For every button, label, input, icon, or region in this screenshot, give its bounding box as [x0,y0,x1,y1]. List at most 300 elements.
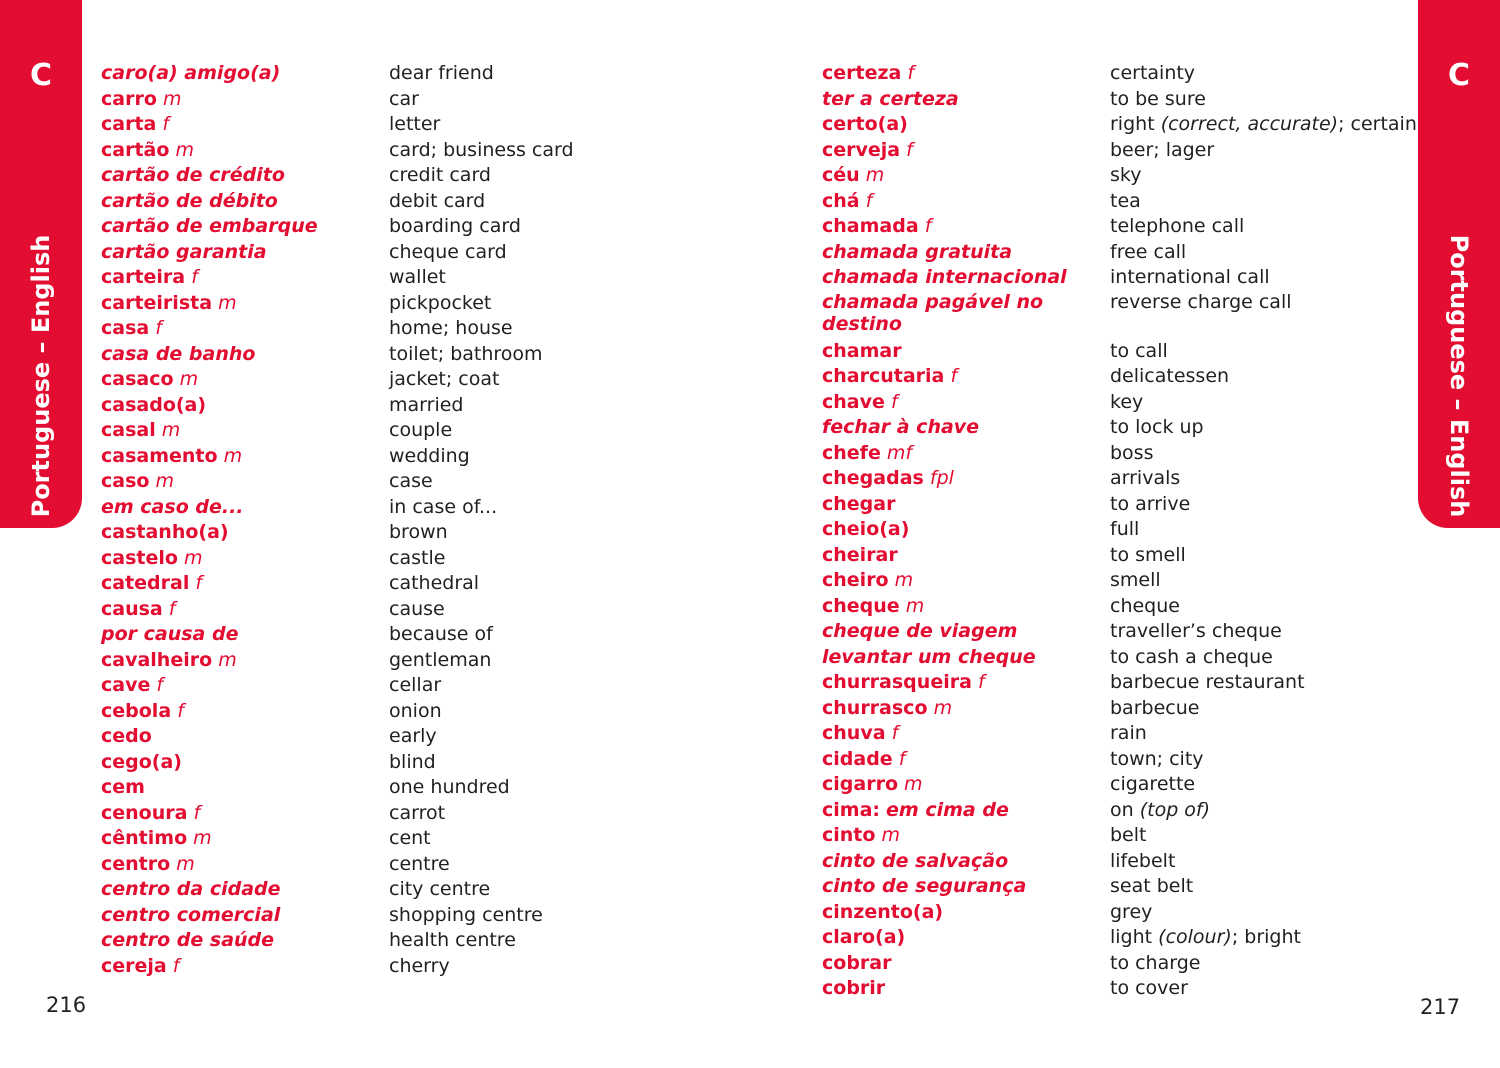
translation [389,444,689,470]
dictionary-headword [822,214,1092,240]
gender-marker: m [865,164,885,186]
translation-text: car [389,87,419,110]
section-letter: C [1447,58,1471,93]
dictionary-headword [101,775,371,801]
translation-text: boss [1110,441,1154,464]
translation-text: reverse charge call [1110,290,1292,313]
translation-text: card; business card [389,138,574,161]
translation-text: to lock up [1110,416,1204,438]
translation-text: to arrive [1110,492,1191,515]
translation [389,928,689,954]
translation [1110,265,1410,291]
dictionary-headword [822,976,1092,1002]
headword-text: levantar um cheque [822,645,1036,668]
translation-extra: ; certain [1338,113,1417,135]
translation [1110,594,1410,620]
translation-text: cherry [389,954,450,977]
translation [389,546,689,572]
headword-text: centro de saúde [101,929,275,951]
translation [389,775,689,801]
translation-text: to call [1110,339,1168,362]
translation-note: (correct, accurate) [1160,113,1339,135]
headword-phrase: em cima de [886,798,1009,821]
translation [389,673,689,699]
translation [1110,240,1410,266]
dictionary-headword [101,852,371,878]
dictionary-headword [101,61,371,87]
gender-marker: f [907,62,915,84]
dictionary-headword [101,495,371,521]
dictionary-headword [101,240,371,266]
headword-text: carro [101,87,157,110]
gender-marker: f [906,138,913,161]
gender-marker: m [905,594,925,617]
translation [389,495,689,521]
translation-text: cent [389,827,431,849]
translation [1110,619,1410,645]
headword-text: casaco [101,368,174,390]
headword-text: carteirista [101,291,213,314]
headword-text: cavalheiro [101,648,213,671]
headword-text: chá [822,189,860,212]
dictionary-headword [822,925,1092,951]
headword-text: cigarro [822,773,898,795]
translation [1110,163,1410,189]
translation-text: free call [1110,240,1187,263]
dictionary-headword [101,928,371,954]
dictionary-headword [101,520,371,546]
gender-marker: m [933,696,953,719]
translation-text: cathedral [389,572,480,594]
translation [1110,670,1410,696]
headword-text: casado(a) [101,393,207,416]
translation [389,367,689,393]
dictionary-headword [822,645,1092,671]
dictionary-headword [101,801,371,827]
translation-text: city centre [389,878,491,900]
gender-marker: m [193,827,212,849]
translation-text: cellar [389,674,442,696]
headword-text: cinzento(a) [822,900,944,923]
translation [389,469,689,495]
headword-text: certeza [822,62,902,84]
headword-text: churrasqueira [822,671,972,693]
headword-text: chamar [822,339,902,362]
translation-text: blind [389,750,436,773]
page-number-right: 217 [1420,995,1461,1019]
gender-marker: m [218,291,237,314]
translation [389,699,689,725]
dictionary-headword [101,724,371,750]
headword-text: centro da cidade [101,878,281,900]
translation [1110,61,1410,87]
headword-text: caso [101,470,150,492]
translation-text: certainty [1110,62,1196,84]
dictionary-headword [822,492,1092,518]
thumb-index-tab-right [1418,0,1500,528]
translation [1110,87,1410,113]
translation-text: one hundred [389,776,510,798]
translation [389,342,689,368]
translation [1110,390,1410,416]
headword-text: em caso de... [101,495,244,518]
headword-text: cima: [822,798,880,821]
translation [389,801,689,827]
gender-marker: m [179,368,199,390]
dictionary-headword [822,619,1092,645]
dictionary-headword [822,670,1092,696]
headword-text: cobrar [822,951,892,974]
gender-marker: m [161,419,181,441]
translation-text: traveller’s cheque [1110,620,1282,642]
headword-text: chamada gratuita [822,240,1013,263]
dictionary-headword [822,823,1092,849]
translation-text: rain [1110,722,1147,744]
dictionary-headword [101,826,371,852]
headword-text: cereja [101,954,167,977]
translation-text: to cover [1110,977,1188,999]
headword-text: por causa de [101,623,239,645]
translation [1110,747,1410,773]
translation [1110,189,1410,215]
dictionary-headword [101,214,371,240]
translation [1110,645,1410,671]
dictionary-headword [101,903,371,929]
headword-text: carteira [101,266,186,288]
translation [389,520,689,546]
headword-text: cobrir [822,977,886,999]
translation-text: brown [389,521,448,543]
dictionary-headword [822,441,1092,467]
right-headword-column [822,61,1092,1002]
dictionary-headword [101,189,371,215]
translation [389,648,689,674]
translation-text: married [389,393,464,416]
headword-text: cheirar [822,543,898,566]
page-number-left: 216 [46,993,87,1017]
dictionary-headword [822,112,1092,138]
translation-text: carrot [389,801,446,824]
translation-text: couple [389,419,453,441]
translation-text: onion [389,699,442,722]
translation [1110,415,1410,441]
gender-marker: f [156,674,164,696]
gender-marker: m [881,824,900,846]
headword-text: chegadas [822,467,924,489]
translation-text: credit card [389,164,491,186]
translation [1110,721,1410,747]
dictionary-headword [822,390,1092,416]
gender-marker: f [193,801,201,824]
dictionary-headword [822,951,1092,977]
dictionary-headword [101,622,371,648]
gender-marker: m [176,852,195,875]
translation-text: jacket; coat [389,368,500,390]
translation-note: (top of) [1139,798,1211,821]
headword-text: cerveja [822,138,901,161]
translation [389,61,689,87]
translation [1110,339,1410,365]
dictionary-headword [101,750,371,776]
dictionary-headword [822,87,1092,113]
dictionary-headword [822,798,1092,824]
gender-marker: f [191,266,198,288]
translation [389,597,689,623]
headword-text: chamada [822,215,919,237]
dictionary-headword [101,265,371,291]
headword-text: ter a certeza [822,87,959,110]
translation-text: beer; lager [1110,138,1215,161]
translation-text: grey [1110,900,1153,923]
headword-text: cartão de embarque [101,215,318,237]
translation [1110,900,1410,926]
dictionary-headword [101,418,371,444]
translation-text: in case of... [389,495,498,518]
gender-marker: m [175,138,194,161]
dictionary-headword [101,342,371,368]
dictionary-headword [101,571,371,597]
gender-marker: f [977,671,985,693]
dictionary-headword [101,393,371,419]
headword-text: cartão de crédito [101,164,285,186]
translation [1110,291,1410,339]
dictionary-headword [822,339,1092,365]
translation [1110,951,1410,977]
translation-text: barbecue restaurant [1110,671,1305,693]
gender-marker: fpl [929,467,954,489]
translation [1110,874,1410,900]
headword-text: cenoura [101,801,188,824]
section-label: Portuguese – English [27,234,55,518]
translation-text: pickpocket [389,291,492,314]
headword-text-continued: destino [822,313,902,335]
translation [389,87,689,113]
translation-text: to smell [1110,543,1186,566]
dictionary-headword [822,747,1092,773]
translation [1110,696,1410,722]
translation [1110,214,1410,240]
translation-text: shopping centre [389,903,543,926]
headword-text: carta [101,113,157,135]
translation [389,189,689,215]
translation-text: on [1110,798,1134,821]
translation-text: cheque [1110,594,1180,617]
translation-text: toilet; bathroom [389,342,543,365]
headword-text: centro [101,852,171,875]
dictionary-headword [101,112,371,138]
headword-text: claro(a) [822,926,906,948]
translation-text: wallet [389,266,446,288]
gender-marker: m [894,569,914,591]
translation-text: to charge [1110,951,1201,974]
headword-text: cebola [101,699,172,722]
translation-text: case [389,470,433,492]
translation [1110,492,1410,518]
gender-marker: f [890,390,898,413]
dictionary-headword [822,138,1092,164]
headword-text: cego(a) [101,750,182,773]
translation [389,954,689,980]
gender-marker: m [218,648,237,671]
translation [389,826,689,852]
gender-marker: f [891,722,899,744]
dictionary-headword [101,291,371,317]
headword-text: chamada internacional [822,266,1067,288]
headword-text: centro comercial [101,903,281,926]
translation-text: tea [1110,189,1141,212]
headword-text: chave [822,390,885,413]
translation [389,903,689,929]
translation-text: full [1110,518,1140,540]
translation-text: letter [389,113,441,135]
headword-text: chamada pagável no [822,290,1044,313]
translation-text: wedding [389,444,470,467]
right-translation-column [1110,61,1417,1002]
headword-text: cêntimo [101,827,188,849]
headword-text: cidade [822,747,893,770]
headword-text: caro(a) amigo(a) [101,62,281,84]
headword-text: cartão garantia [101,240,267,263]
gender-marker: f [950,365,958,387]
headword-text: charcutaria [822,365,945,387]
headword-text: chefe [822,441,881,464]
dictionary-headword [101,673,371,699]
gender-marker: f [865,189,873,212]
translation [389,214,689,240]
translation-text: cause [389,597,445,620]
translation [1110,112,1417,138]
headword-text: cartão de débito [101,189,278,212]
translation [1110,798,1410,824]
translation-text: right [1110,113,1155,135]
translation-text: smell [1110,569,1161,591]
gender-marker: m [223,444,243,467]
headword-text: cheque [822,594,900,617]
gender-marker: m [904,773,923,795]
dictionary-headword [822,189,1092,215]
gender-marker: m [183,546,203,569]
headword-text: cedo [101,725,152,747]
translation-text: cigarette [1110,773,1196,795]
translation [1110,568,1410,594]
section-label: Portuguese – English [1445,234,1473,518]
translation [1110,543,1410,569]
translation-extra: ; bright [1231,926,1301,948]
translation [1110,138,1410,164]
translation-text: centre [389,852,450,875]
translation-note: (colour) [1158,926,1232,948]
headword-text: céu [822,164,860,186]
dictionary-headword [822,849,1092,875]
gender-marker: m [155,470,175,492]
dictionary-headword [101,877,371,903]
translation-text: to be sure [1110,87,1206,110]
translation [389,622,689,648]
dictionary-headword [101,316,371,342]
translation [389,724,689,750]
translation [1110,976,1410,1002]
translation [1110,772,1410,798]
gender-marker: f [177,699,184,722]
translation-text: key [1110,390,1144,413]
translation [389,291,689,317]
dictionary-headword [101,138,371,164]
headword-text: casamento [101,444,218,467]
translation [389,750,689,776]
dictionary-headword [822,874,1092,900]
translation-text: sky [1110,164,1142,186]
translation [389,240,689,266]
dictionary-headword [822,696,1092,722]
gender-marker: f [172,954,180,977]
left-translation-column [389,61,689,979]
translation-text: lifebelt [1110,849,1176,872]
headword-text: castelo [101,546,178,569]
headword-text: cave [101,674,151,696]
dictionary-headword [101,367,371,393]
translation [389,877,689,903]
headword-text: cinto de salvação [822,849,1009,872]
dictionary-headword [822,543,1092,569]
headword-text: chuva [822,722,886,744]
translation-text: early [389,725,437,747]
headword-text: casa [101,317,150,339]
dictionary-headword [822,415,1092,441]
translation-text: boarding card [389,215,521,237]
translation-text: gentleman [389,648,492,671]
translation [389,852,689,878]
translation-text: delicatessen [1110,365,1230,387]
gender-marker: f [898,747,906,770]
thumb-index-tab-left [0,0,82,528]
headword-text: catedral [101,572,190,594]
dictionary-headword [101,546,371,572]
gender-marker: m [162,87,182,110]
translation-text: dear friend [389,62,494,84]
headword-text: cheque de viagem [822,620,1018,642]
translation-text: castle [389,546,446,569]
headword-text: cinto [822,824,876,846]
translation-text: light [1110,926,1153,948]
headword-text: castanho(a) [101,521,229,543]
dictionary-headword [101,444,371,470]
headword-text: cheio(a) [822,518,910,540]
translation [389,112,689,138]
dictionary-headword [101,648,371,674]
translation [389,316,689,342]
headword-text: cem [101,776,145,798]
headword-text: causa [101,597,163,620]
translation [1110,823,1410,849]
gender-marker: f [162,113,170,135]
dictionary-headword [822,265,1092,291]
gender-marker: mf [886,441,913,464]
dictionary-headword [101,163,371,189]
dictionary-headword [101,469,371,495]
translation-text: barbecue [1110,696,1200,719]
dictionary-headword [822,163,1092,189]
dictionary-headword [101,87,371,113]
translation-text: seat belt [1110,875,1194,897]
headword-text: cartão [101,138,170,161]
translation-text: cheque card [389,240,507,263]
translation-text: belt [1110,824,1147,846]
dictionary-headword [822,568,1092,594]
headword-text: cinto de segurança [822,875,1027,897]
headword-text: casal [101,419,156,441]
headword-text: casa de banho [101,342,256,365]
translation [389,418,689,444]
